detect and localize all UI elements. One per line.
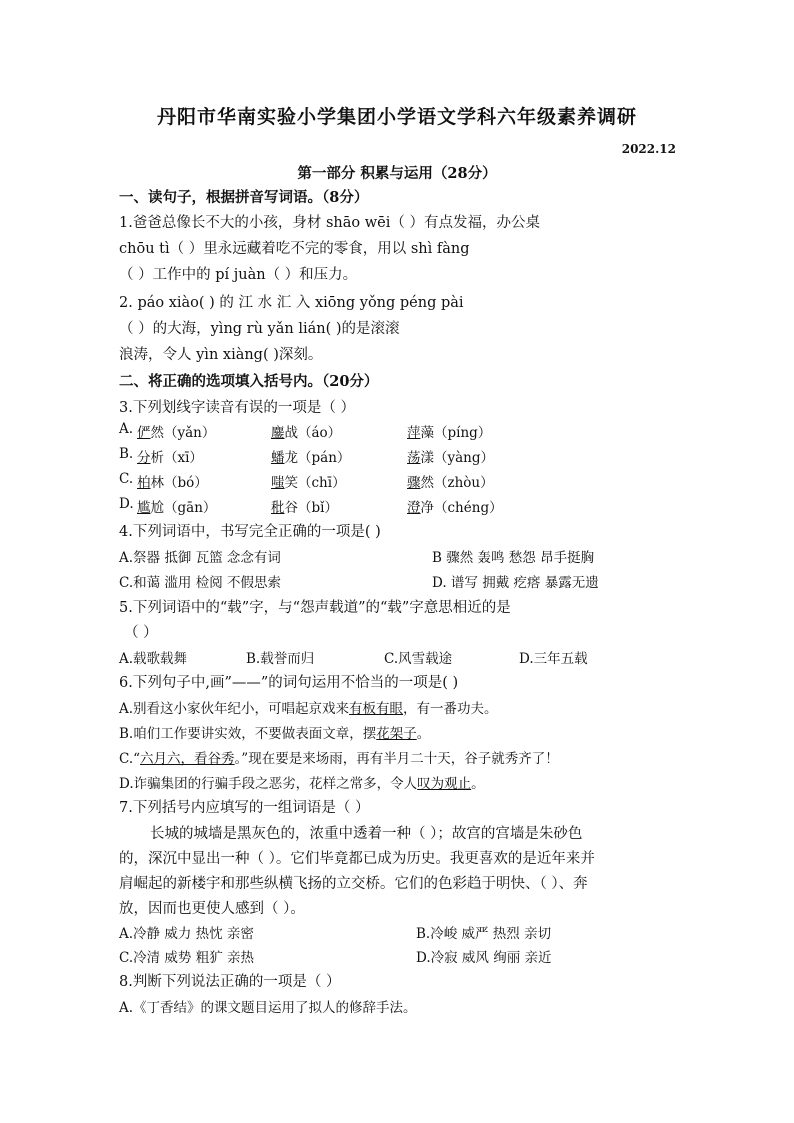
q7-option-b: B.冷峻 威严 热烈 亲切 [416,926,552,942]
q7-option-c: C.冷清 威势 粗犷 亲热 [119,950,255,966]
q5-option-d: D.三年五载 [519,651,588,667]
q4-option-c: C.和蔼 滥用 检阅 不假思索 [119,575,282,591]
q3-option-label: A. [119,421,134,437]
section-2-heading: 二、将正确的选项填入括号内。（20分） [119,373,379,390]
q3-option-word: 蟠龙（pán） [271,450,351,466]
q3-option-label: D. [119,496,134,512]
q3-option-word: 萍藻（píng） [407,425,492,441]
q1-line-1: 1.爸爸总像长不大的小孩，身材 shāo wēi（ ）有点发福，办公桌 [119,215,540,231]
q3-option-word: 尴尬（gān） [137,500,217,516]
q3-option-label: B. [119,446,134,462]
q5-stem: 5.下列词语中的“载”字，与“怨声载道”的“载”字意思相近的是 [119,600,511,616]
q3-underlined-char: 嗤 [271,475,285,491]
q3-option-word: 柏林（bó） [137,475,208,491]
exam-date: 2022.12 [621,142,676,156]
q3-option-word: 俨然（yǎn） [137,425,216,441]
q3-option-word: 分析（xī） [137,450,203,466]
q3-stem: 3.下列划线字读音有误的一项是（ ） [119,400,355,416]
q6-option-d: D.诈骗集团的行骗手段之恶劣，花样之常多，令人叹为观止。 [119,776,485,792]
q3-underlined-char: 秕 [271,500,285,516]
q3-underlined-char: 萍 [407,425,421,441]
q6-b-underlined: 花架子 [376,726,417,742]
q3-option-word: 荡漾（yàng） [407,450,495,466]
q6-stem: 6.下列句子中,画”——”的词句运用不恰当的一项是( ) [119,675,459,691]
q7-passage-4: 放，因而也更使人感到（ ）。 [119,901,305,917]
q6-option-c: C.“六月六，看谷秀。”现在要是来场雨，再有半月二十天，谷子就秀齐了！ [119,751,559,767]
q1-line-2: chōu tì（ ）里永远藏着吃不完的零食，用以 shì fàng [119,241,470,257]
part-heading: 第一部分 积累与运用（28分） [297,165,497,182]
q4-option-d: D. 谱写 拥戴 疙瘩 暴露无遗 [432,575,599,591]
q3-underlined-char: 鏖 [271,425,285,441]
q7-passage-2: 的，深沉中显出一种（ ）。它们毕竟都已成为历史。我更喜欢的是近年来并 [119,851,595,867]
q3-option-word: 澄净（chéng） [407,500,503,516]
q7-passage-3: 肩崛起的新楼宇和那些纵横飞扬的立交桥。它们的色彩趋于明快、（ ）、奔 [119,876,588,892]
q6-d-underlined: 叹为观止 [417,776,472,792]
q3-option-label: C. [119,471,134,487]
q3-underlined-char: 俨 [137,425,151,441]
q3-option-word: 鏖战（áo） [271,425,342,441]
q3-option-word: 秕谷（bǐ） [271,500,338,516]
q2-line-3: 浪涛，令人 yìn xiàng( )深刻。 [119,347,323,363]
q7-option-a: A.冷静 威力 热忱 亲密 [119,926,254,942]
q4-stem: 4.下列词语中，书写完全正确的一项是( ) [119,524,381,540]
q4-option-a: A.祭器 抵御 瓦篮 念念有词 [119,550,281,566]
q8-stem: 8.判断下列说法正确的一项是（ ） [119,974,341,990]
q3-underlined-char: 柏 [137,475,151,491]
q2-line-2: （ ）的大海，yìng rù yǎn lián( )的是滚滚 [119,321,400,337]
q3-underlined-char: 澄 [407,500,421,516]
q3-option-word: 嗤笑（chī） [271,475,346,491]
q4-option-b: B 骤然 轰鸣 愁怨 昂手挺胸 [432,550,595,566]
q6-a-underlined: 有板有眼 [349,701,404,717]
q6-c-underlined: 六月六，看谷秀 [140,751,235,767]
q6-option-b: B.咱们工作要讲实效，不要做表面文章，摆花架子。 [119,726,431,742]
q3-underlined-char: 蟠 [271,450,285,466]
q5-option-b: B.载誉而归 [246,651,315,667]
q3-underlined-char: 尴 [137,500,151,516]
q3-option-word: 骤然（zhòu） [407,475,494,491]
q3-underlined-char: 骤 [407,475,421,491]
q5-option-c: C.风雪载途 [384,651,453,667]
q5-answer-paren: （ ） [124,625,158,641]
q1-line-3: （ ）工作中的 pí juàn（ ）和压力。 [119,267,358,283]
q8-option-a: A.《丁香结》的课文题目运用了拟人的修辞手法。 [119,1000,417,1016]
q5-option-a: A.载歌载舞 [119,651,188,667]
q7-passage-1: 长城的城墙是黑灰色的，浓重中透着一种（ ）；故宫的宫墙是朱砂色 [150,826,583,842]
q3-underlined-char: 荡 [407,450,421,466]
q6-option-a: A.别看这小家伙年纪小，可唱起京戏来有板有眼，有一番功夫。 [119,701,498,717]
q7-option-d: D.冷寂 威风 绚丽 亲近 [416,950,552,966]
q2-line-1: 2. páo xiào( ) 的 江 水 汇 入 xiōng yǒng péng pài [119,295,464,311]
section-1-heading: 一、读句子，根据拼音写词语。（8分） [119,189,369,206]
q3-underlined-char: 分 [137,450,151,466]
exam-title: 丹阳市华南实验小学集团小学语文学科六年级素养调研 [156,106,637,128]
q7-stem: 7.下列括号内应填写的一组词语是（ ） [119,800,370,816]
